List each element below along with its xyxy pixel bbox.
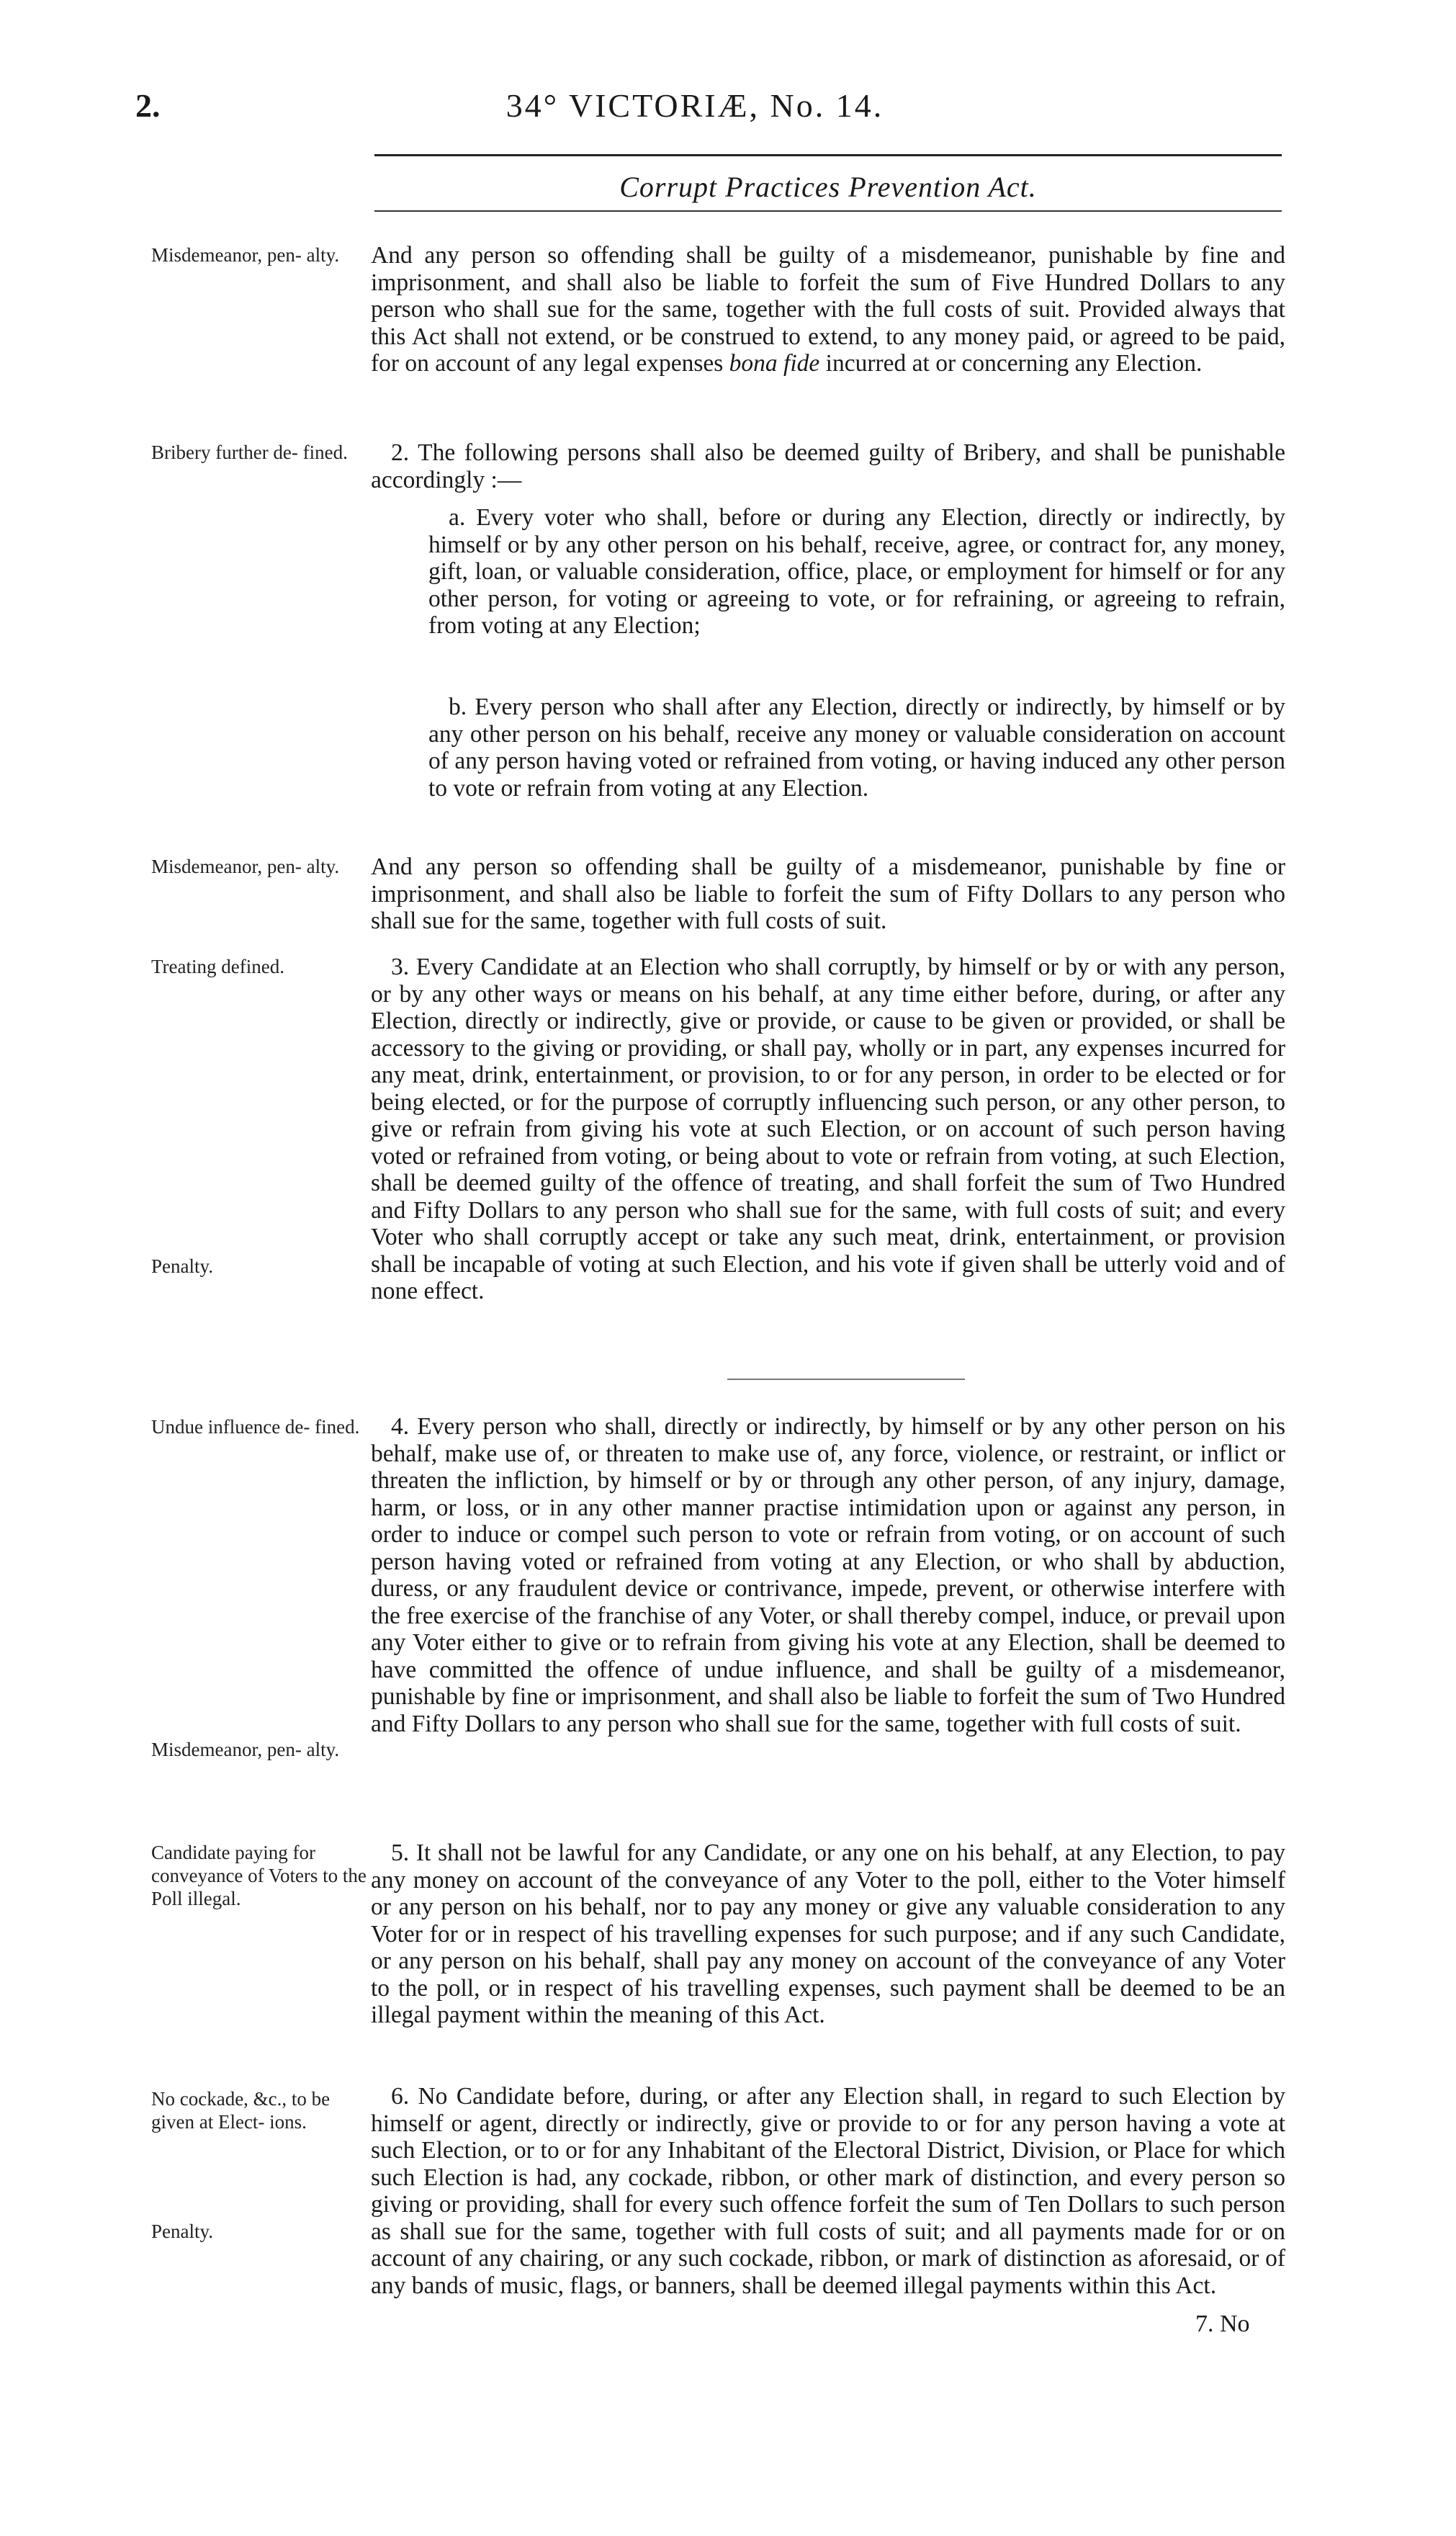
margin-note-penalty-2: Penalty. bbox=[151, 2221, 213, 2242]
section-3-treating: 3. Every Candidate at an Election who shall corruptly, by himself or by or with any person, or by any other ways or means on his behalf, at any time either before, during, or after any Election, directly or indirectly, give or provide, or cause to be given or provided, or shall be accessory to the giving or providing, or shall pay, wholly or in part, any expenses incurred for any meat, drink, entertainment, or provision, to or for any person, in order to be elected or for being elected, or for the purpose of corruptly influencing such person, or any other person, to give or refrain from giving his vote at such Election, or on account of such person having voted or refrained from voting, or being about to vote or refrain from voting, at such Election, shall be deemed guilty of the offence of treating, and shall forfeit the sum of Two Hundred and Fifty Dollars to any person who shall sue for the same, with full costs of suit; and every Voter who shall corruptly accept or take any such meat, drink, entertainment, or provision shall be incapable of voting at such Election, and his vote if given shall be utterly void and of none effect. bbox=[371, 954, 1285, 1304]
section-divider-1 bbox=[727, 1379, 965, 1380]
section-2-bribery: 2. The following persons shall also be deemed guilty of Bribery, and shall be punishable accordingly :— bbox=[371, 439, 1285, 493]
paragraph-1-text-a: And any person so offending shall be guilty of a misdemeanor, punishable by fine and imprisonment, and shall also be liable to forfeit the sum of Five Hundred Dollars to any person who shall sue for the same, together with the full costs of suit. Provided always that this Act shall not extend, or be construed to extend, to any money paid, or agreed to be paid, for on account of any legal expenses bbox=[371, 242, 1285, 377]
section-5-conveyance: 5. It shall not be lawful for any Candidate, or any one on his behalf, at any Election, to pay any money on account of the conveyance of any Voter to the poll, either to the Voter himself or any person on his behalf, nor to pay any money or give any valuable consideration to any Voter for or in respect of his travelling expenses for such purpose; and if any such Candidate, or any person on his behalf, shall pay any money on account of the conveyance of any Voter to the poll, or in respect of his travelling expenses, such payment shall be deemed to be an illegal payment within the meaning of this Act. bbox=[371, 1840, 1285, 2028]
section-2-penalty: And any person so offending shall be guilty of a misdemeanor, punishable by fine or imprisonment, and shall also be liable to forfeit the sum of Fifty Dollars to any person who shall sue for the same, together with full costs of suit. bbox=[371, 853, 1285, 934]
running-title: 34° VICTORIÆ, No. 14. bbox=[505, 87, 884, 124]
margin-note-no-cockade: No cockade, &c., to be given at Elect- ions. bbox=[151, 2088, 331, 2133]
page-number: 2. bbox=[135, 87, 161, 124]
section-4-undue-influence: 4. Every person who shall, directly or indirectly, by himself or by any other person on his behalf, make use of, or threaten to make use of, any force, violence, or restraint, or inflict or threaten the infliction, by himself or by or through any other person, of any injury, damage, harm, or loss, or in any other manner practise intimidation upon or against any person, in order to induce or compel such person to vote or refrain from voting, or on account of such person having voted or refrained from voting at any Election, or who shall by abduction, duress, or any fraudulent device or contrivance, impede, prevent, or otherwise interfere with the free exercise of the franchise of any Voter, or shall thereby compel, induce, or prevail upon any Voter either to give or to refrain from giving his vote at any Election, shall be deemed to have committed the offence of undue influence, and shall be guilty of a misdemeanor, punishable by fine or imprisonment, and shall also be liable to forfeit the sum of Two Hundred and Fifty Dollars to any person who shall sue for the same, together with full costs of suit. bbox=[371, 1413, 1285, 1737]
margin-note-misdemeanor-penalty-1: Misdemeanor, pen- alty. bbox=[151, 244, 340, 266]
paragraph-1-text-b: incurred at or concerning any Election. bbox=[819, 350, 1203, 377]
margin-note-conveyance-of-voters: Candidate paying for conveyance of Voters to the Poll illegal. bbox=[151, 1842, 367, 1909]
margin-note-penalty-1: Penalty. bbox=[151, 1255, 213, 1277]
margin-note-treating-defined: Treating defined. bbox=[151, 956, 284, 977]
subtitle-rule bbox=[374, 210, 1282, 212]
margin-note-misdemeanor-penalty-2: Misdemeanor, pen- alty. bbox=[151, 856, 340, 877]
section-6-cockades: 6. No Candidate before, during, or after any Election shall, in regard to such Election by himself or agent, directly or indirectly, give or provide to or for any person having a vote at such Election, or to or for any Inhabitant of the Electoral District, Division, or Place for which such Election is had, any cockade, ribbon, or other mark of distinction, and every person so giving or providing, shall for every such offence forfeit the sum of Ten Dollars to such person as shall sue for the same, together with full costs of suit; and all payments made for or on account of any chairing, or any such cockade, ribbon, or mark of distinction as aforesaid, or of any bands of music, flags, or banners, shall be deemed illegal payments within this Act. bbox=[371, 2083, 1285, 2299]
section-2-clause-a: a. Every voter who shall, before or during any Election, directly or indirectly, by himself or by any other person on his behalf, receive, agree, or contract for, any money, gift, loan, or valuable consideration, office, place, or employment for himself or for any other person, for voting or agreeing to vote, or for refraining, or agreeing to refrain, from voting at any Election; bbox=[428, 504, 1285, 639]
margin-note-bribery-further-defined: Bribery further de- fined. bbox=[151, 442, 348, 463]
page-header bbox=[108, 86, 1282, 130]
paragraph-1-penalty bbox=[371, 242, 1285, 377]
bona-fide-italic: bona fide bbox=[729, 350, 820, 377]
margin-note-misdemeanor-penalty-3: Misdemeanor, pen- alty. bbox=[151, 1739, 340, 1760]
act-subtitle: Corrupt Practices Prevention Act. bbox=[619, 171, 1037, 203]
margin-note-undue-influence-defined: Undue influence de- fined. bbox=[151, 1416, 360, 1438]
section-2-clause-b: b. Every person who shall after any Election, directly or indirectly, by himself or by any other person on his behalf, receive any money or valuable consideration on account of any person having voted or refrained from voting, or having induced any other person to vote or refrain from voting at any Election. bbox=[428, 694, 1285, 802]
catchword: 7. No bbox=[1195, 2311, 1250, 2337]
header-rule bbox=[374, 154, 1282, 156]
